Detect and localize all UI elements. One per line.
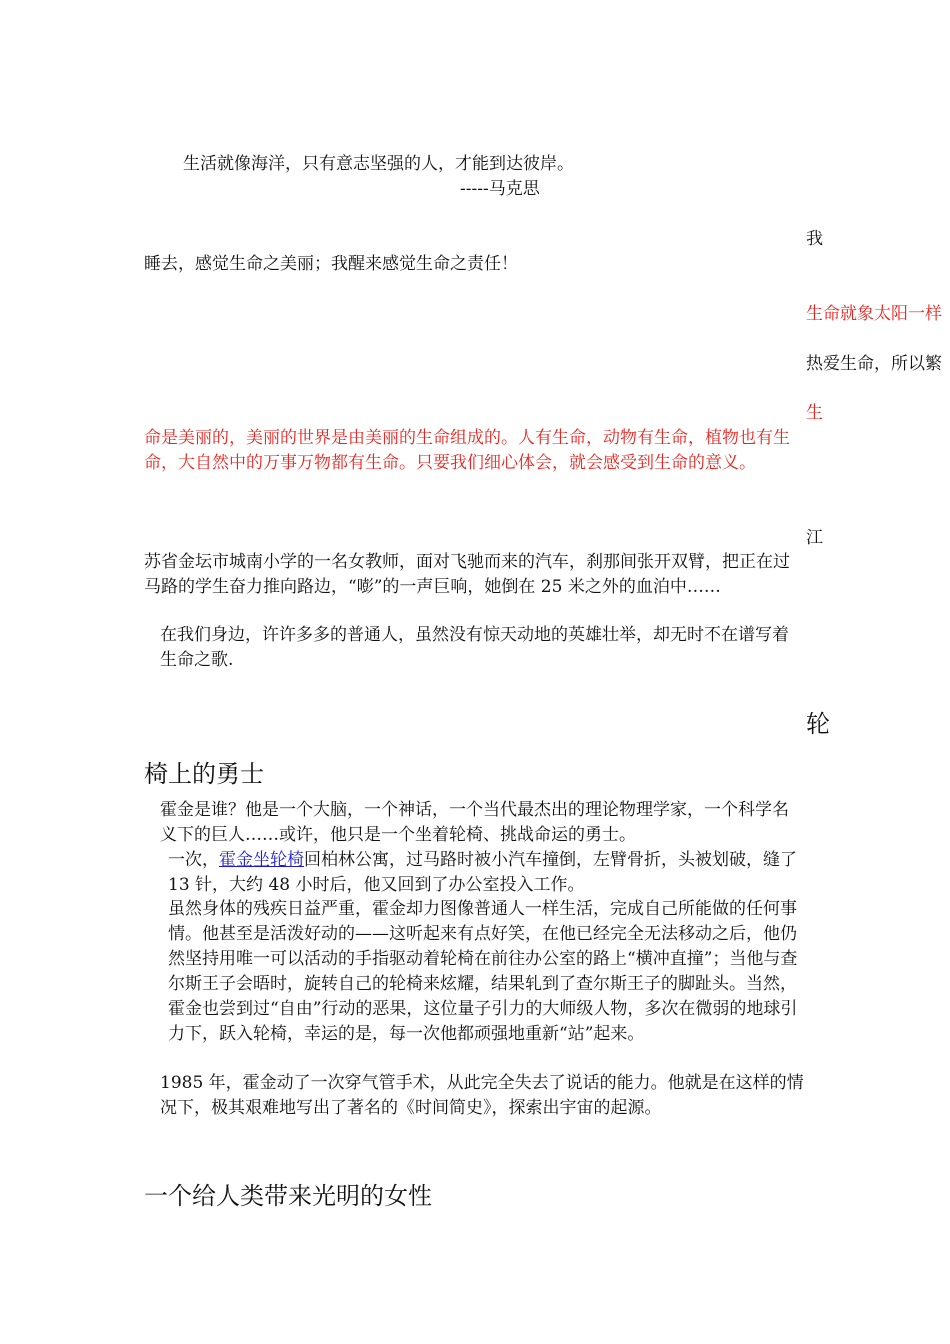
margin-note-love: 热爱生命，所以繁 bbox=[806, 354, 942, 374]
hawking-wheelchair-link[interactable]: 霍金坐轮椅 bbox=[219, 850, 304, 870]
paragraph-teacher: 苏省金坛市城南小学的一名女教师，面对飞驰而来的汽车，刹那间张开双臂，把正在过马路的学生奋力推向路边，“嘭”的一声巨响，她倒在 25 米之外的血泊中…… bbox=[144, 552, 790, 597]
paragraph-hawking-1985: 1985 年，霍金动了一次穿气管手术，从此完全失去了说话的能力。他就是在这样的情况下，极其艰难地写出了著名的《时间简史》，探索出宇宙的起源。 bbox=[160, 1073, 804, 1118]
paragraph-hawking-accident bbox=[144, 848, 804, 898]
section-heading-light: 一个给人类带来光明的女性 bbox=[144, 1182, 432, 1210]
margin-note-lun: 轮 bbox=[806, 710, 830, 738]
paragraph-sleep: 睡去，感觉生命之美丽；我醒来感觉生命之责任！ bbox=[144, 254, 518, 274]
margin-note-jiang: 江 bbox=[806, 528, 823, 548]
paragraph-hawking-accident-rest: 回柏林公寓，过马路时被小汽车撞倒，左臂骨折，头被划破，缝了 13 针，大约 48 小时后，他又回到了办公室投入工作。 bbox=[168, 850, 797, 895]
margin-note-wo: 我 bbox=[806, 229, 823, 249]
paragraph-beauty: 命是美丽的，美丽的世界是由美丽的生命组成的。人有生命，动物有生命，植物也有生命，大自然中的万事万物都有生命。只要我们细心体会，就会感受到生命的意义。 bbox=[144, 428, 790, 473]
paragraph-hawking-accident-prefix: 一次， bbox=[168, 850, 219, 870]
paragraph-hawking-intro: 霍金是谁？他是一个大脑，一个神话，一个当代最杰出的理论物理学家，一个科学名义下的巨人……或许，他只是一个坐着轮椅、挑战命运的勇士。 bbox=[160, 800, 789, 845]
section-heading-wheelchair: 椅上的勇士 bbox=[144, 760, 264, 788]
quote-author: -----马克思 bbox=[460, 179, 540, 199]
quote-text: 生活就像海洋，只有意志坚强的人，才能到达彼岸。 bbox=[183, 154, 574, 174]
margin-note-sheng: 生 bbox=[806, 403, 823, 423]
margin-note-sun: 生命就象太阳一样 bbox=[806, 304, 942, 324]
paragraph-hawking-life: 虽然身体的残疾日益严重，霍金却力图像普通人一样生活，完成自己所能做的任何事情。他甚至是活泼好动的——这听起来有点好笑，在他已经完全无法移动之后，他仍然坚持用唯一可以活动的手指驱动着轮椅在前往办公室的路上“横冲直撞”；当他与查尔斯王子会晤时，旋转自己的轮椅来炫耀，结果轧到了查尔斯王子的脚趾头。当然，霍金也尝到过“自由”行动的恶果，这位量子引力的大师级人物，多次在微弱的地球引力下，跃入轮椅，幸运的是，每一次他都顽强地重新“站”起来。 bbox=[168, 899, 798, 1044]
paragraph-ordinary: 在我们身边，许许多多的普通人，虽然没有惊天动地的英雄壮举，却无时不在谱写着生命之歌. bbox=[160, 625, 789, 670]
